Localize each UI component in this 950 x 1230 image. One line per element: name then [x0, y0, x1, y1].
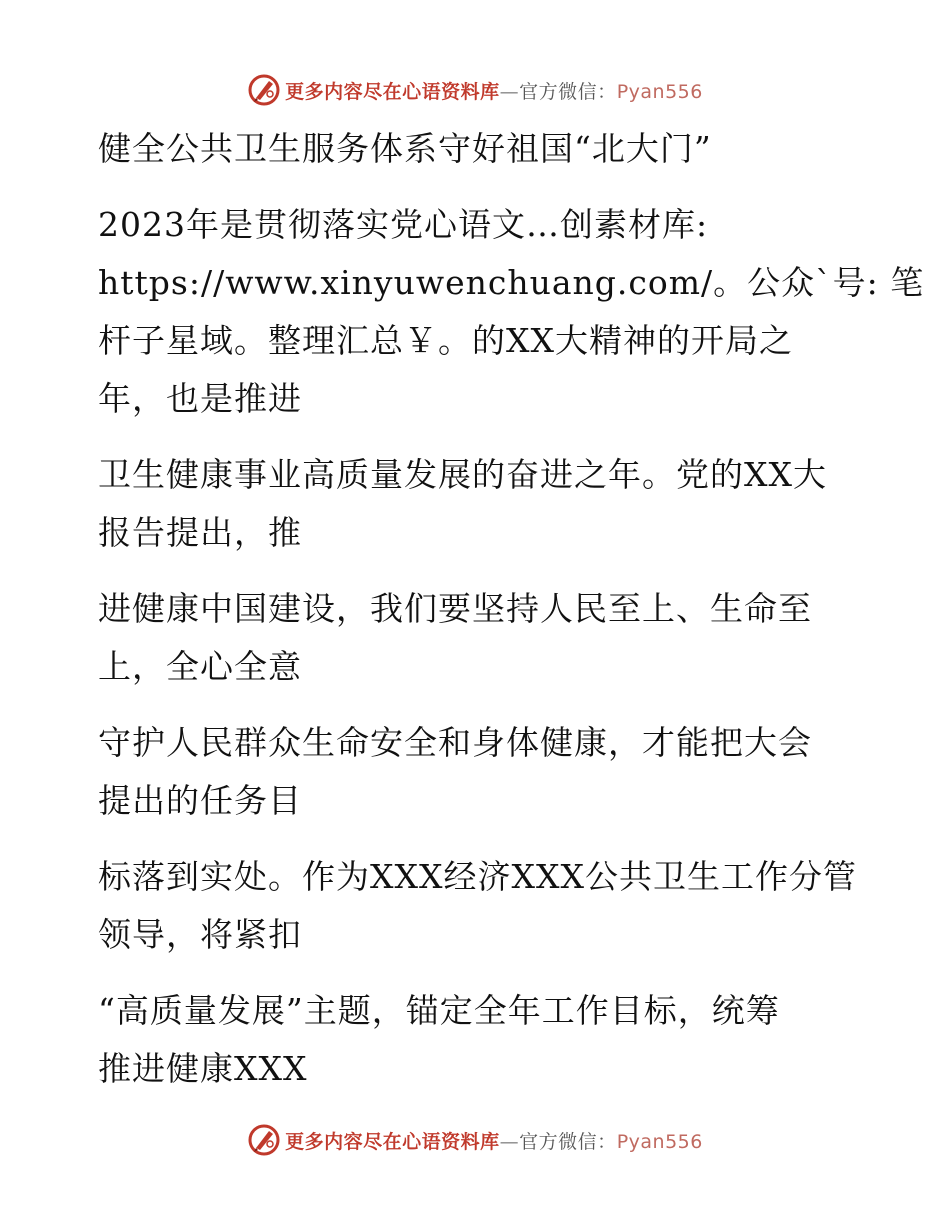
document-body [98, 120, 925, 1098]
watermark-separator: — [499, 80, 520, 103]
watermark-separator: — [499, 1130, 520, 1153]
paragraph-line: 领导，将紧扣 [98, 915, 302, 954]
watermark-wechat-id: Pyan556 [616, 1130, 703, 1153]
paragraph-line: 2023年是贯彻落实党心语文…创素材库: [98, 205, 709, 244]
paragraph-line: 卫生健康事业高质量发展的奋进之年。党的XX大 [98, 455, 827, 494]
watermark-wechat-label: 官方微信： [519, 80, 617, 103]
footer-watermark [0, 1120, 950, 1160]
watermark-brand: 更多内容尽在心语资料库 [285, 80, 500, 103]
header-watermark [0, 70, 950, 110]
paragraph-line: 提出的任务目 [98, 781, 302, 820]
paragraph-line: 推进健康XXX [98, 1049, 308, 1088]
watermark-brand: 更多内容尽在心语资料库 [285, 1130, 500, 1153]
watermark-wechat-label: 官方微信： [519, 1130, 617, 1153]
paragraph-line: 守护人民群众生命安全和身体健康，才能把大会 [98, 723, 812, 762]
paragraph-line: 上，全心全意 [98, 647, 302, 686]
watermark-text [285, 77, 703, 104]
paragraph-line: https://www.xinyuwenchuang.com/。公众`号: 笔 [98, 263, 925, 302]
paragraph-line: 报告提出，推 [98, 513, 302, 552]
document-title: 健全公共卫生服务体系守好祖国“北大门” [98, 129, 712, 168]
watermark-wechat-id: Pyan556 [616, 80, 703, 103]
watermark-text [285, 1127, 703, 1154]
paragraph-line: 标落到实处。作为XXX经济XXX公共卫生工作分管 [98, 857, 857, 896]
quill-pen-circle-icon [247, 73, 281, 107]
paragraph-line: 年，也是推进 [98, 379, 302, 418]
paragraph-line: 进健康中国建设，我们要坚持人民至上、生命至 [98, 589, 812, 628]
quill-pen-circle-icon [247, 1123, 281, 1157]
paragraph-line: 杆子星域。整理汇总￥。的XX大精神的开局之 [98, 321, 793, 360]
paragraph-line: “高质量发展”主题，锚定全年工作目标，统筹 [98, 991, 780, 1030]
